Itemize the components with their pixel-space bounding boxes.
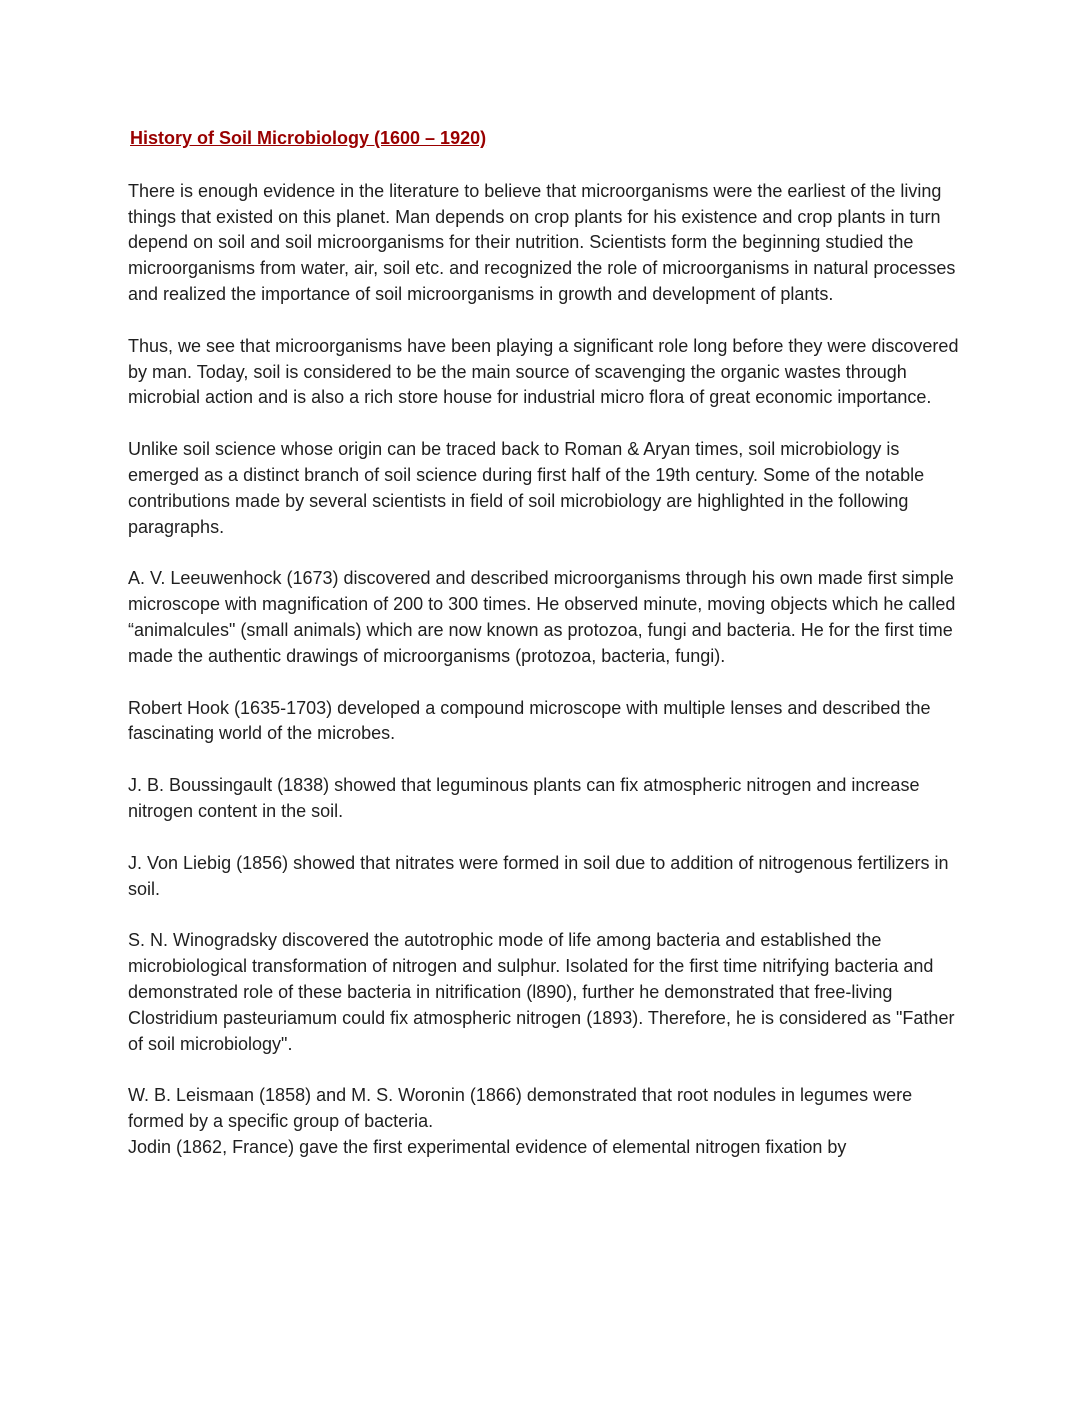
paragraph-jodin: Jodin (1862, France) gave the first experimental evidence of elemental nitrogen fixation by — [128, 1136, 847, 1157]
paragraph-intro: There is enough evidence in the literature to believe that microorganisms were the earliest of the living things that existed on this planet. Man depends on crop plants for his existence and crop plants in turn depend on soil and soil microorganisms for their nutrition. Scientists form the beginning studied the microorganisms from water, air, soil etc. and recognized the role of microorganisms in natural processes and realized the importance of soil microorganisms in growth and development of plants. — [128, 180, 956, 304]
paragraph-liebig: J. Von Liebig (1856) showed that nitrates were formed in soil due to addition of nitrogenous fertilizers in soil. — [128, 852, 949, 899]
paragraph-winogradsky: S. N. Winogradsky discovered the autotrophic mode of life among bacteria and established the microbiological transformation of nitrogen and sulphur. Isolated for the first time nitrifying bacteria and demonstrated role of these bacteria in nitrification (l890), further he demonstrated that free-living Clostridium pasteuriamum could fix atmospheric nitrogen (1893). Therefore, he is considered as "Father of soil microbiology". — [128, 930, 955, 1054]
paragraph-significance: Thus, we see that microorganisms have been playing a significant role long before they were discovered by man. Today, soil is considered to be the main source of scavenging the organic wastes through microbial action and is also a rich store house for industrial micro flora of great economic importance. — [128, 335, 959, 408]
paragraph-hook: Robert Hook (1635-1703) developed a compound microscope with multiple lenses and described the fascinating world of the microbes. — [128, 697, 931, 744]
paragraph-origin: Unlike soil science whose origin can be traced back to Roman & Aryan times, soil microbiology is emerged as a distinct branch of soil science during first half of the 19th century. Some of the notable contributions made by several scientists in field of soil microbiology are highlighted in the following paragraphs. — [128, 439, 925, 537]
paragraph-leeuwenhock: A. V. Leeuwenhock (1673) discovered and described microorganisms through his own made first simple microscope with magnification of 200 to 300 times. He observed minute, moving objects which he called “animalcules" (small animals) which are now known as protozoa, fungi and bacteria. He for the first time made the authentic drawings of microorganisms (protozoa, bacteria, fungi). — [128, 568, 956, 666]
document-title: History of Soil Microbiology (1600 – 1920) — [130, 128, 487, 148]
document-page — [128, 126, 968, 1161]
paragraph-boussingault: J. B. Boussingault (1838) showed that leguminous plants can fix atmospheric nitrogen and increase nitrogen content in the soil. — [128, 775, 920, 821]
paragraph-leismaan-woronin: W. B. Leismaan (1858) and M. S. Woronin (1866) demonstrated that root nodules in legumes were formed by a specific group of bacteria. — [128, 1085, 913, 1132]
